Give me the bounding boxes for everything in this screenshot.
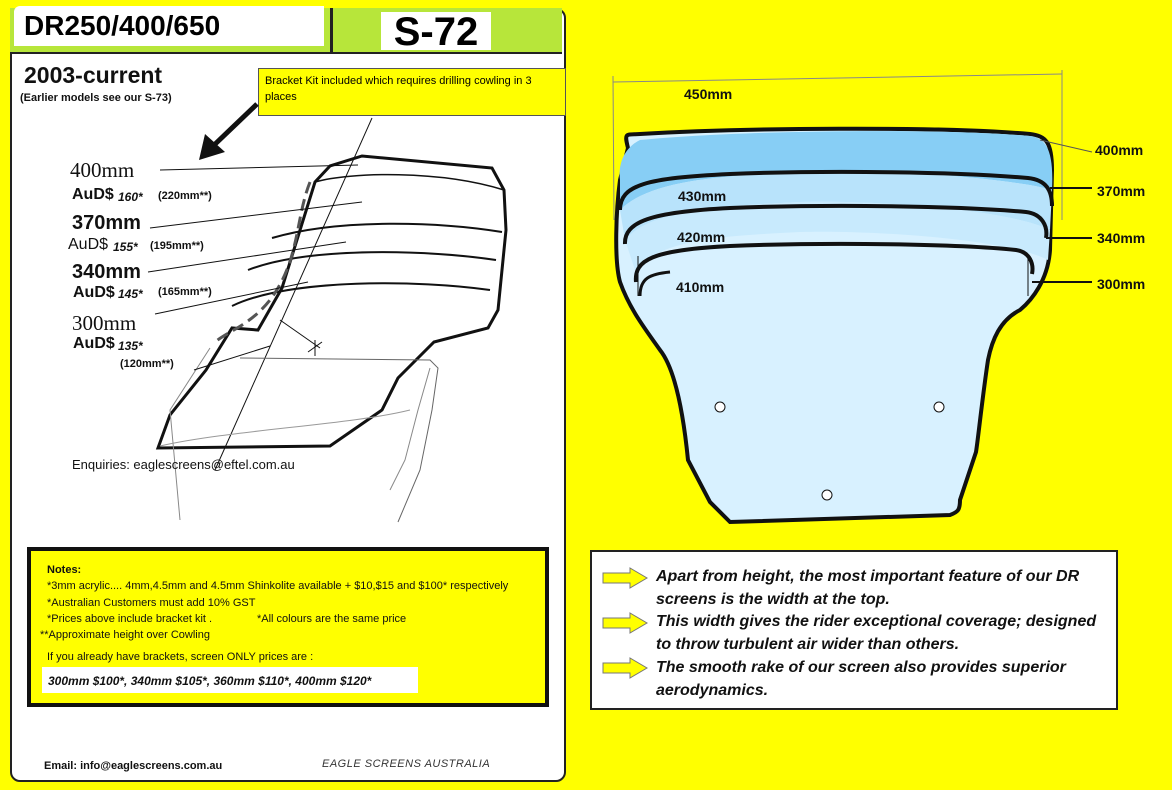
pointer-arrow-icon (195, 96, 265, 166)
note-colours: *All colours are the same price (257, 613, 407, 625)
screen-only-prices: 300mm $100*, 340mm $105*, 360mm $110*, 400mm $120* (48, 674, 372, 688)
approx-400: (220mm**) (158, 190, 212, 202)
approx-340: (165mm**) (158, 286, 212, 298)
width-420-label: 420mm (677, 229, 726, 245)
footer-brand: EAGLE SCREENS AUSTRALIA (322, 758, 491, 770)
price-370-currency: AuD$ (68, 236, 109, 253)
height-340-label: 340mm (72, 261, 141, 283)
note-acrylic: *3mm acrylic.... 4mm,4.5mm and 4.5mm Shinkolite available + $10,$15 and $100* respectively (47, 580, 509, 592)
note-brackets-prices: If you already have brackets, screen ONLY prices are : (47, 651, 314, 663)
approx-300: (120mm**) (120, 358, 174, 370)
price-370: 155* (113, 240, 138, 254)
top-width-label: 450mm (684, 86, 733, 102)
arrow-right-icon (602, 612, 648, 634)
approx-370: (195mm**) (150, 240, 204, 252)
earlier-models-note: (Earlier models see our S-73) (20, 92, 172, 104)
diagram-height-370: 370mm (1097, 183, 1146, 199)
width-430-label: 430mm (678, 188, 727, 204)
years-title: 2003-current (24, 62, 163, 88)
note-bracket-kit: *Prices above include bracket kit . (47, 613, 213, 625)
price-400-currency: AuD$ (72, 186, 114, 203)
diagram-height-400: 400mm (1095, 142, 1144, 158)
product-code: S-72 (381, 12, 491, 50)
bracket-kit-note: Bracket Kit included which requires drilling cowling in 3 places (258, 68, 566, 116)
price-300: 135* (118, 339, 143, 353)
height-300-label: 300mm (72, 311, 137, 335)
diagram-height-300: 300mm (1097, 276, 1146, 292)
note-gst: *Australian Customers must add 10% GST (47, 597, 256, 609)
model-title: DR250/400/650 (14, 6, 324, 46)
enquiries-email[interactable]: Enquiries: eaglescreens@eftel.com.au (72, 457, 295, 472)
diagram-height-340: 340mm (1097, 230, 1146, 246)
price-300-currency: AuD$ (73, 335, 115, 352)
price-400: 160* (118, 190, 143, 204)
note-approx-height: **Approximate height over Cowling (40, 629, 210, 641)
width-410-label: 410mm (676, 279, 725, 295)
notes-title: Notes: (47, 564, 82, 576)
price-340-currency: AuD$ (73, 284, 115, 301)
height-370-label: 370mm (72, 212, 141, 234)
footer-email[interactable]: Email: info@eaglescreens.com.au (44, 760, 223, 772)
price-340: 145* (118, 287, 143, 301)
feature-aerodynamics: The smooth rake of our screen also provides superior aerodynamics. (656, 659, 1066, 699)
feature-width: Apart from height, the most important feature of our DR screens is the width at the top. (656, 568, 1080, 608)
height-400-label: 400mm (70, 158, 135, 182)
screen-size-diagram (580, 60, 1172, 540)
arrow-right-icon (602, 657, 648, 679)
feature-coverage: This width gives the rider exceptional coverage; designed to throw turbulent air wider than others. (656, 613, 1097, 653)
arrow-right-icon (602, 567, 648, 589)
